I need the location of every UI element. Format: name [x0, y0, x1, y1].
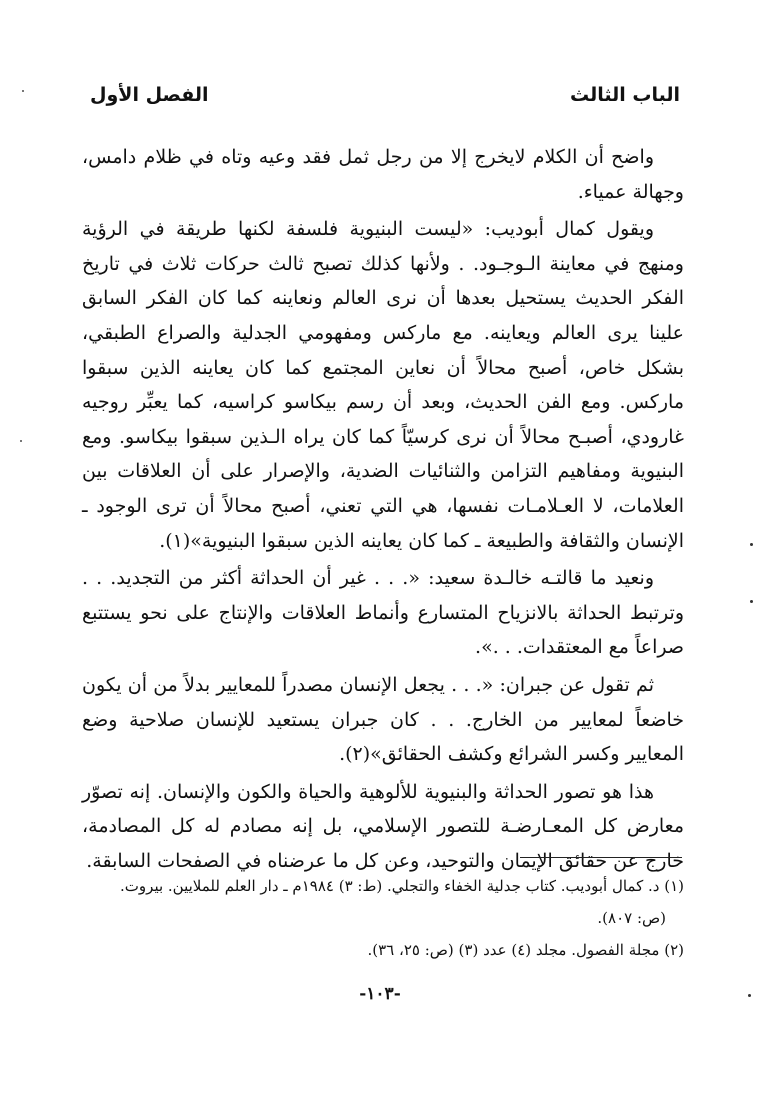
main-text: [82, 140, 684, 881]
footnote-separator: [520, 857, 682, 858]
chapter-title: الفصل الأول: [90, 84, 209, 106]
scan-speck: [748, 994, 751, 997]
part-title: الباب الثالث: [569, 84, 680, 106]
scan-speck: [22, 90, 24, 92]
paragraph: ويقول كمال أبوديب: «ليست البنيوية فلسفة لكنها طريقة في الرؤية ومنهج في معاينة الـوجـود. . ولأنها كذلك تصبح ثالث حركات ثلاث في تاريخ الفكر الحديث يستحيل بعدها أن نرى العالم ونعاينه كما كان الفكر السابق علينا يرى العالم ويعاينه. مع ماركس ومفهومي الجدلية والصراع الطبقي، بشكل خاص، أصبح محالاً أن نعاين المجتمع كما كان يعاينه الذين سبقوا ماركس. ومع الفن الحديث، وبعد أن رسم بيكاسو كراسيه، كما يعبِّر روجيه غارودي، أصبـح محالاً أن نرى كرسيّاً كما كان يراه الـذين سبقوا بيكاسو. ومع البنيوية ومفاهيم التزامن والثنائيات الضدية، والإصرار على أن العلاقات بين العلامات، لا العـلامـات نفسها، هي التي تعني، أصبح محالاً أن ترى الوجود ـ الإنسان والثقافة والطبيعة ـ كما كان يعاينه الذين سبقوا البنيوية»(١).: [82, 218, 684, 552]
paragraph: ثم تقول عن جبران: «. . . يجعل الإنسان مصدراً للمعايير بدلاً من أن يكون خاضعاً لمعايير من الخارج. . . كان جبران يستعيد للإنسان صلاحية وضع المعايير وكسر الشرائع وكشف الحقائق»(٢).: [82, 673, 684, 766]
page-number: -١٠٣-: [359, 984, 401, 1004]
footnote: (٢) مجلة الفصول. مجلد (٤) عدد (٣) (ص: ٢٥، ٣٦).: [367, 941, 684, 959]
scan-speck: [20, 440, 22, 442]
footnote: (١) د. كمال أبوديب. كتاب جدلية الخفاء والتجلي. (ط: ٣) ١٩٨٤م ـ دار العلم للملايين. بيروت.: [120, 877, 684, 895]
paragraph: هذا هو تصور الحداثة والبنيوية للألوهية والحياة والكون والإنسان. إنه تصوّر معارض كل المعـارضـة للتصور الإسلامي، بل إنه مصادم له كل المصادمة، خارج عن حقائق الإيمان والتوحيد، وعن كل ما عرضناه في الصفحات السابقة.: [82, 780, 684, 872]
paragraph: ونعيد ما قالتـه خالـدة سعيد: «. . . غير أن الحداثة أكثر من التجديد. . . وترتبط الحداثة بالانزياح المتسارع وأنماط العلاقات والإنتاج على نحو يستتبع صراعاً مع المعتقدات. . .».: [82, 567, 684, 659]
footnote-continuation: (ص: ٨٠٧).: [597, 909, 666, 927]
footnotes: [82, 872, 684, 968]
running-header: [90, 84, 680, 114]
scan-speck: [750, 600, 753, 603]
scan-speck: [750, 543, 753, 546]
paragraph: واضح أن الكلام لايخرج إلا من رجل ثمل فقد وعيه وتاه في ظلام دامس، وجهالة عمياء.: [82, 146, 684, 203]
